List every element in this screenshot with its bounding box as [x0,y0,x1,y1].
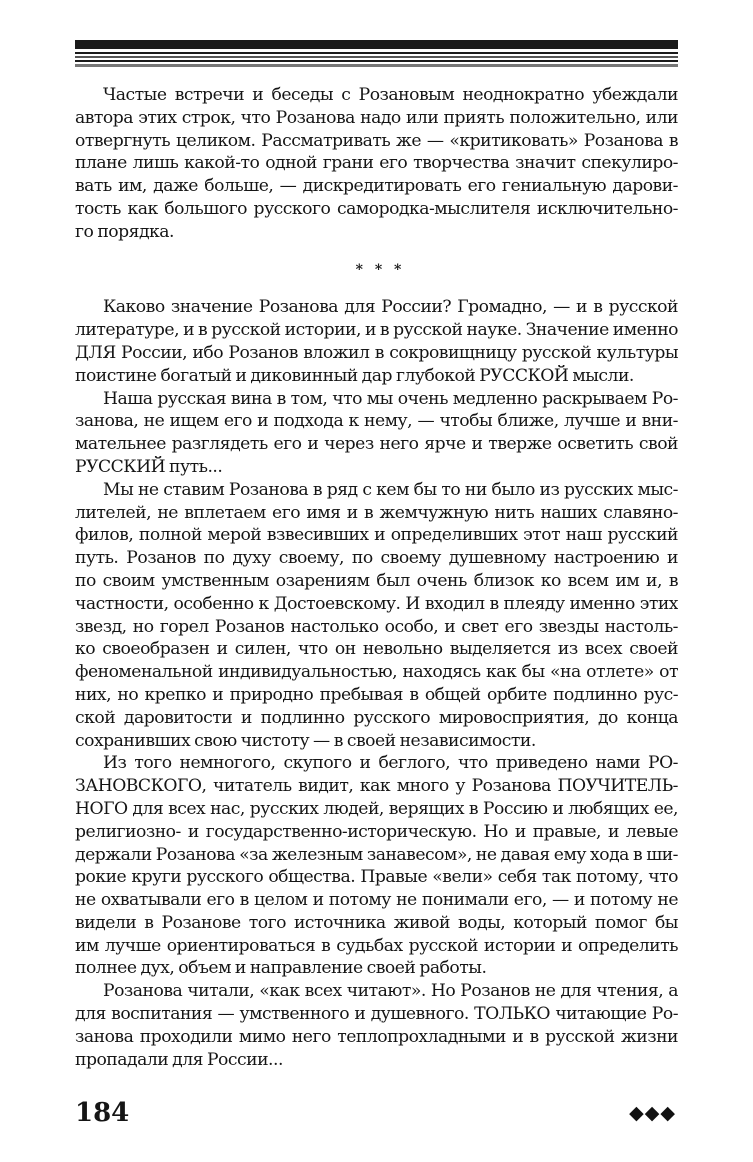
text-line: Мы не ставим Розанова в ряд с кем бы то ни было из русских мыс- [103,479,678,500]
text-line: Наша русская вина в том, что мы очень медленно раскрываем Ро- [103,388,678,409]
text-line: полнее дух, объем и направление своей работы. [75,958,487,979]
page-footer [75,1096,678,1130]
header-rule [75,40,678,70]
text-line: НОГО для всех нас, русских людей, верящих в Россию и любящих ее, [75,798,678,819]
paragraph [75,752,678,980]
text-line: лителей, не вплетаем его имя и в жемчужную нить наших славяно- [75,502,678,523]
text-line: занова проходили мимо него теплопрохладными и в русской жизни [75,1026,678,1047]
text-line: Частые встречи и беседы с Розановым неоднократно убеждали [103,85,678,105]
text-line: поистине богатый и диковинный дар глубокой РУССКОЙ мысли. [75,365,634,386]
header-rule-bar [75,60,678,62]
paragraph [75,980,678,1071]
header-rule-bar [75,52,678,54]
text-line: феноменальной индивидуальностью, находясь как бы «на отлете» от [75,662,678,683]
header-rule-bar [75,64,678,67]
text-line: по своим умственным озарениям был очень близок ко всем им и, в [75,570,678,591]
text-line: им лучше ориентироваться в судьбах русской истории и определить [75,935,678,956]
text-line: литературе, и в русской истории, и в русской науке. Значение именно [75,320,678,341]
text-line: РУССКИЙ путь... [75,456,223,477]
paragraph [75,388,678,479]
section-separator: * * * [355,261,406,278]
text-line: пропадали для России... [75,1049,283,1070]
text-line: отвергнуть целиком. Рассматривать же — «критиковать» Розанова в [75,130,678,151]
text-line: звезд, но горел Розанов настолько особо, и свет его звезды настоль- [75,616,678,637]
text-line: ЗАНОВСКОГО, читатель видит, как много у Розанова ПОУЧИТЕЛЬ- [75,776,678,797]
header-rule-bar [75,40,678,49]
text-line: Из того немногого, скупого и беглого, что приведено нами РО- [103,753,678,774]
text-line: не охватывали его в целом и потому не понимали его, — и потому не [75,890,678,911]
text-line: ДЛЯ России, ибо Розанов вложил в сокровищницу русской культуры [75,342,678,363]
text-line: го порядка. [75,221,175,242]
text-section-after [75,296,678,1071]
text-line: частности, особенно к Достоевскому. И входил в плеяду именно этих [75,593,678,614]
text-line: сохранивших свою чистоту — в своей независимости. [75,730,536,751]
text-line: рокие круги русского общества. Правые «вели» себя так потому, что [75,867,678,888]
text-line: тость как большого русского самородка-мыслителя исключительно- [75,198,678,219]
text-line: путь. Розанов по духу своему, по своему душевному настроению и [75,548,678,569]
diamond-ornament-icon: ◆◆◆ [629,1102,676,1124]
text-line: вать им, даже больше, — дискредитировать его гениальную дарови- [75,176,678,197]
text-line: держали Розанова «за железным занавесом», не давая ему хода в ши- [75,844,678,865]
text-line: для воспитания — умственного и душевного. ТОЛЬКО читающие Ро- [75,1004,678,1025]
text-line: автора этих строк, что Розанова надо или приять положительно, или [75,107,678,128]
text-line: религиозно- и государственно-историческую. Но и правые, и левые [75,821,678,842]
text-line: Каково значение Розанова для России? Громадно, — и в русской [103,297,678,318]
text-line: видели в Розанове того источника живой воды, который помог бы [75,912,678,933]
text-section-before [75,84,678,244]
text-line: занова, не ищем его и подхода к нему, — чтобы ближе, лучше и вни- [75,411,678,432]
text-line: мательнее разглядеть его и через него ярче и тверже осветить свой [75,434,678,455]
text-line: филов, полной мерой взвесивших и определивших этот наш русский [75,525,678,546]
paragraph [75,479,678,753]
body-text [75,84,678,1071]
text-line: ской даровитости и подлинно русского мировосприятия, до конца [75,707,678,728]
paragraph [75,84,678,244]
page-number: 184 [75,1098,130,1128]
text-line: Розанова читали, «как всех читают». Но Розанов не для чтения, а [103,981,678,1002]
paragraph [75,296,678,387]
header-rule-bar [75,56,678,58]
text-line: них, но крепко и природно пребывая в общей орбите подлинно рус- [75,684,678,705]
text-line: плане лишь какой-то одной грани его творчества значит спекулиро- [75,153,678,174]
text-line: ко своеобразен и силен, что он невольно выделяется из всех своей [75,639,678,660]
